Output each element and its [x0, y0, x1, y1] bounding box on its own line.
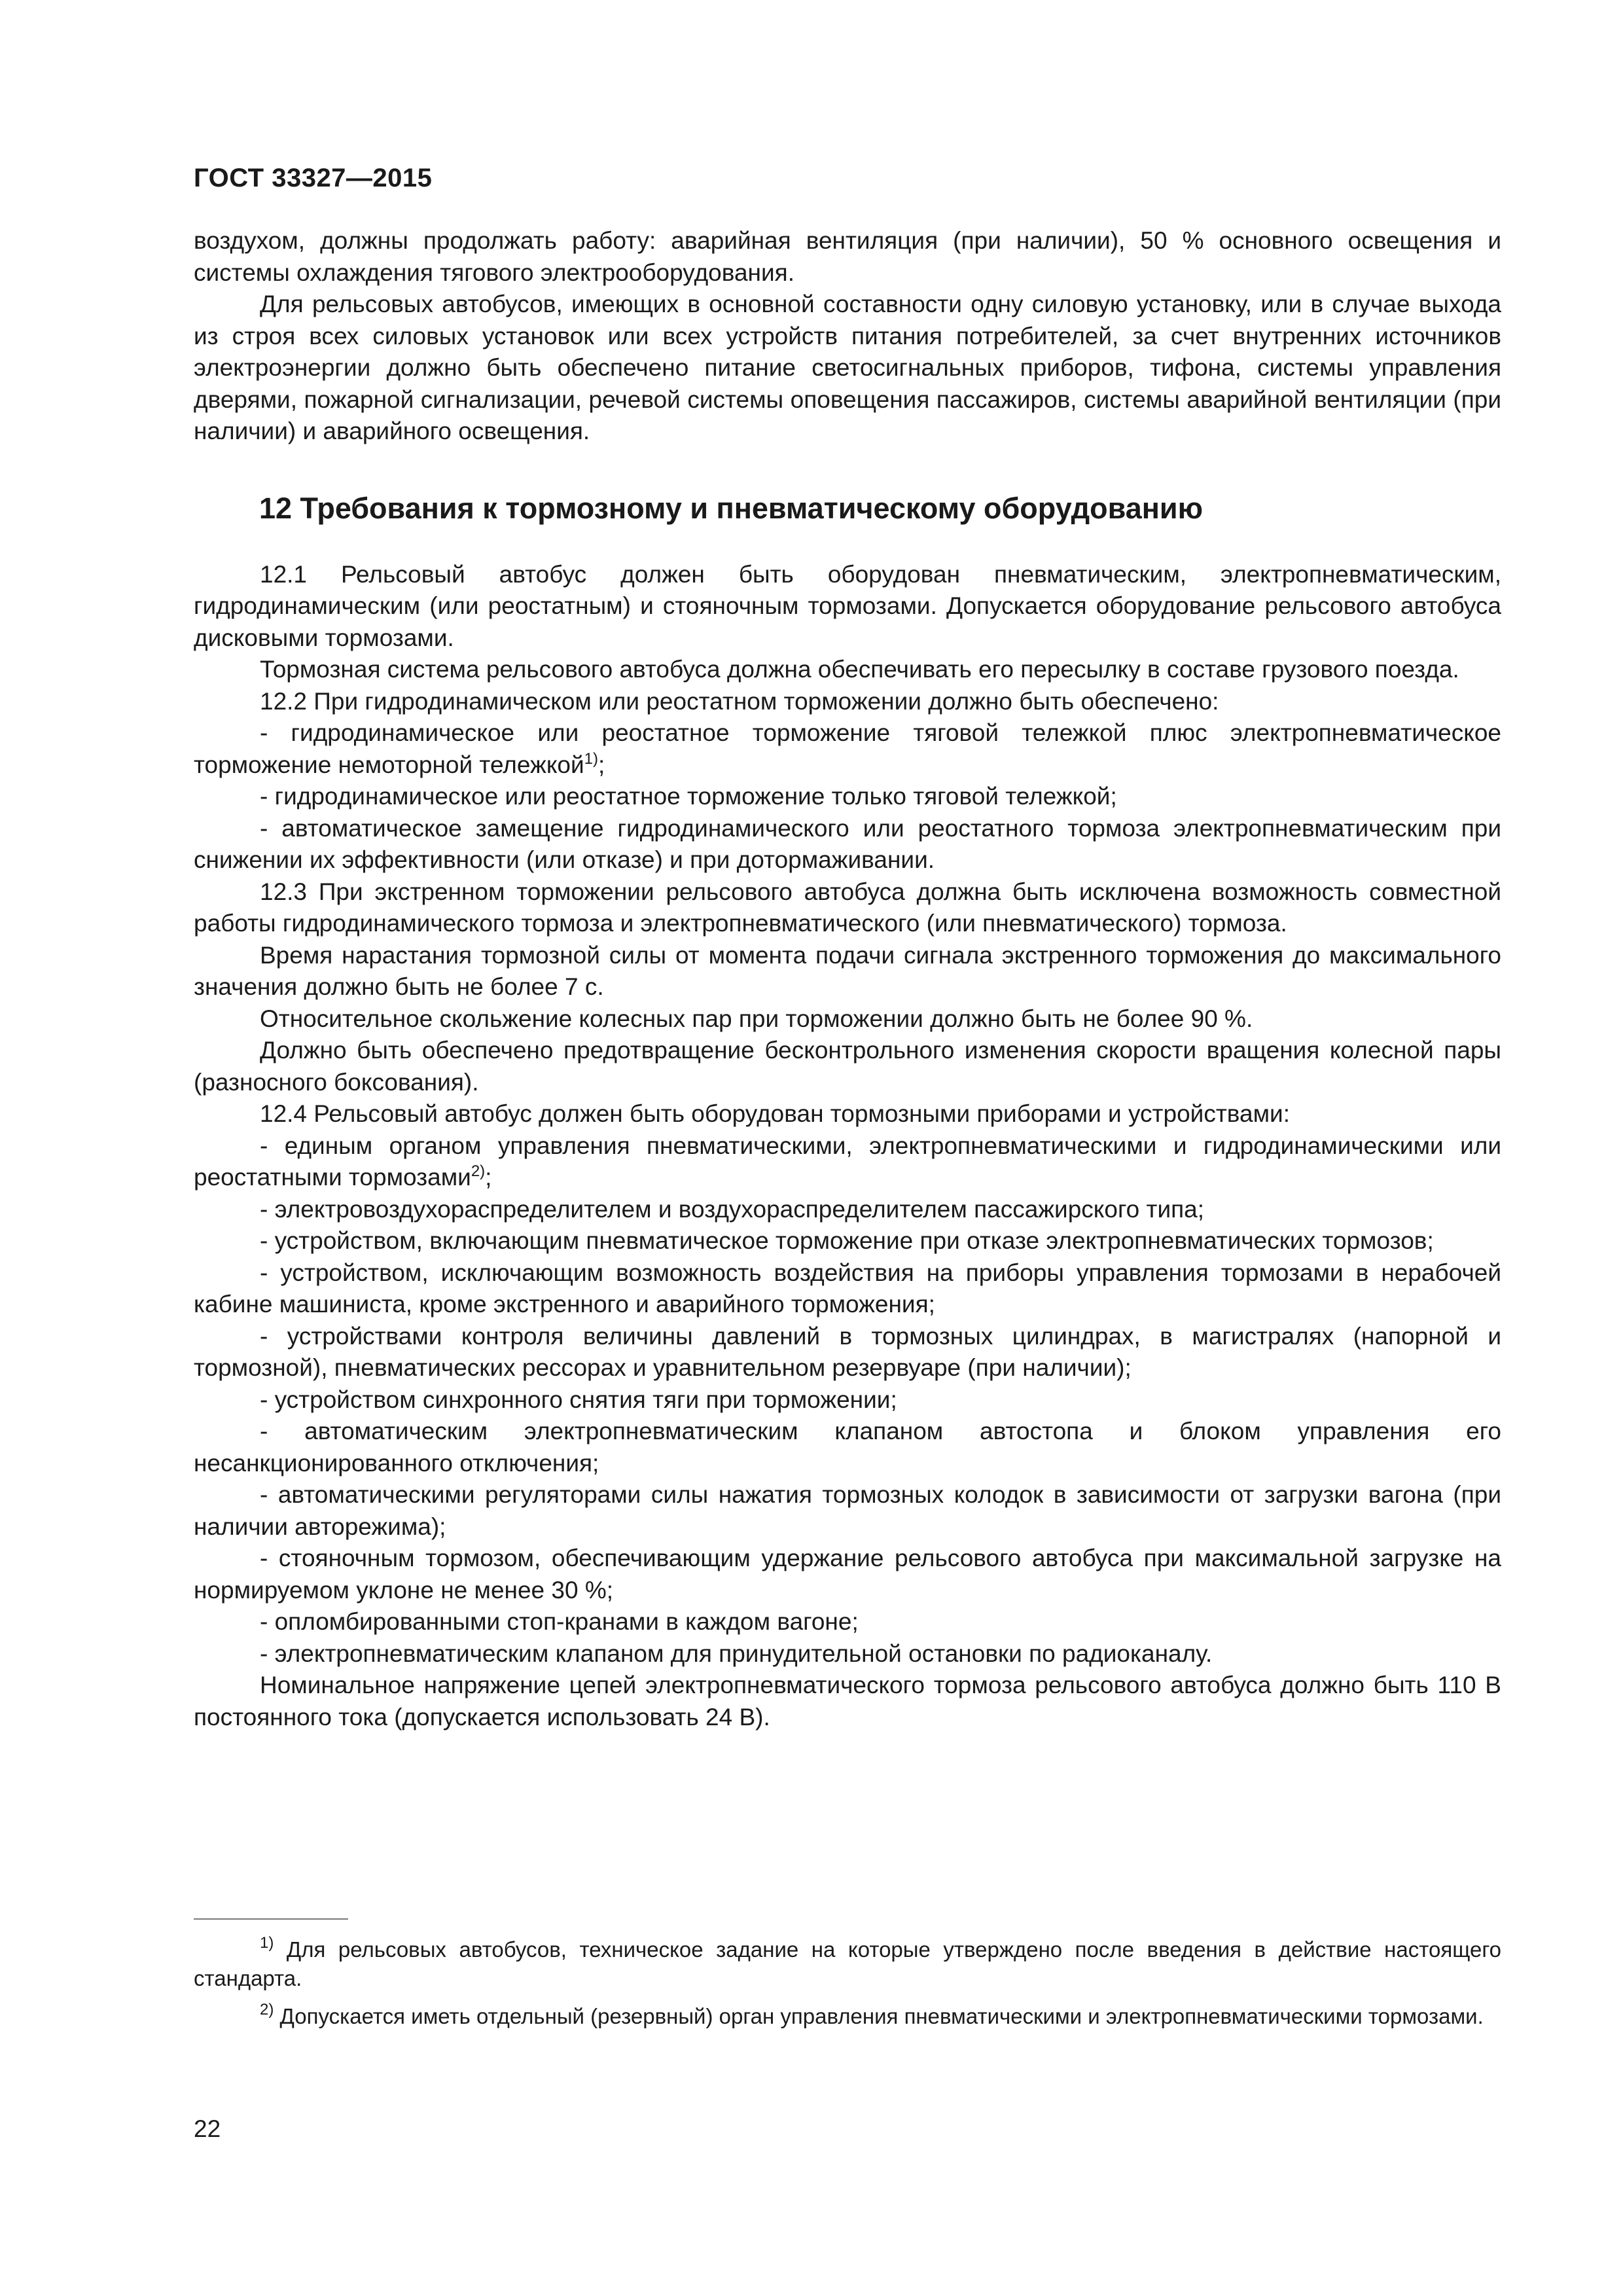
document-code-header: ГОСТ 33327—2015: [194, 164, 433, 192]
list-item: - устройством, исключающим возможность воздействия на приборы управления тормозами в нерабочей кабине машиниста, кроме экстренного и аварийного торможения;: [194, 1259, 1501, 1318]
paragraph-continuation: воздухом, должны продолжать работу: аварийная вентиляция (при наличии), 50 % основного освещения и системы охлаждения тягового электрооборудования.: [194, 227, 1501, 286]
footnote-text: Допускается иметь отдельный (резервный) орган управления пневматическими и электропневматическими тормозами.: [274, 2004, 1484, 2028]
list-item: [194, 1130, 1501, 1194]
footnote-2: [194, 2002, 1501, 2031]
list-item: - устройством синхронного снятия тяги при торможении;: [260, 1386, 897, 1413]
list-item: - электровоздухораспределителем и воздухораспределителем пассажирского типа;: [260, 1195, 1204, 1223]
list-item: - автоматическое замещение гидродинамического или реостатного тормоза электропневматическим при снижении их эффективности (или отказе) и при дотормаживании.: [194, 814, 1501, 873]
footnote-divider: [194, 1918, 348, 1920]
main-text: [194, 225, 1501, 1733]
footnote-text: Для рельсовых автобусов, техническое задание на которые утверждено после введения в действие настоящего стандарта.: [194, 1937, 1501, 1990]
page-number: 22: [194, 2115, 221, 2142]
list-item-end: ;: [485, 1164, 492, 1191]
list-item: - устройством, включающим пневматическое торможение при отказе электропневматических тормозов;: [260, 1227, 1434, 1254]
footnote-reference: 1): [584, 749, 599, 768]
clause-12-2: 12.2 При гидродинамическом или реостатном торможении должно быть обеспечено:: [260, 687, 1219, 715]
footnotes: [194, 1935, 1501, 2040]
footnote-1: [194, 1935, 1501, 1993]
list-item: - стояночным тормозом, обеспечивающим удержание рельсового автобуса при максимальной загрузке на нормируемом уклоне не менее 30 %;: [194, 1545, 1501, 1604]
list-item: - гидродинамическое или реостатное торможение только тяговой тележкой;: [260, 783, 1117, 810]
list-item: - автоматическим электропневматическим клапаном автостопа и блоком управления его несанкционированного отключения;: [194, 1418, 1501, 1477]
paragraph: Относительное скольжение колесных пар при торможении должно быть не более 90 %.: [260, 1005, 1253, 1032]
clause-12-1: 12.1 Рельсовый автобус должен быть оборудован пневматическим, электропневматическим, гидродинамическим (или реостатным) и стояночным тормозами. Допускается оборудование рельсового автобуса дисковыми тормозами.: [194, 560, 1501, 651]
paragraph: Номинальное напряжение цепей электропневматического тормоза рельсового автобуса должно быть 110 В постоянного тока (допускается использовать 24 В).: [194, 1672, 1501, 1731]
paragraph: Для рельсовых автобусов, имеющих в основной составности одну силовую установку, или в случае выхода из строя всех силовых установок или всех устройств питания потребителей, за счет внутренних источников электроэнергии должно быть обеспечено питание светосигнальных приборов, тифона, системы управления дверями, пожарной сигнализации, речевой системы оповещения пассажиров, системы аварийной вентиляции (при наличии) и аварийного освещения.: [194, 291, 1501, 444]
footnote-reference: 2): [471, 1162, 486, 1180]
paragraph: Должно быть обеспечено предотвращение бесконтрольного изменения скорости вращения колесной пары (разносного боксования).: [194, 1037, 1501, 1096]
list-item: - опломбированными стоп-кранами в каждом вагоне;: [260, 1608, 859, 1635]
footnote-mark: 1): [260, 1934, 274, 1952]
list-item-text: - гидродинамическое или реостатное торможение тяговой тележкой плюс электропневматическое торможение немоторной тележкой: [194, 719, 1501, 778]
list-item: - автоматическими регуляторами силы нажатия тормозных колодок в зависимости от загрузки вагона (при наличии авторежима);: [194, 1481, 1501, 1540]
clause-12-3: 12.3 При экстренном торможении рельсового автобуса должна быть исключена возможность совместной работы гидродинамического тормоза и электропневматического (или пневматического) тормоза.: [194, 878, 1501, 937]
list-item-end: ;: [598, 751, 605, 778]
paragraph: Время нарастания тормозной силы от момента подачи сигнала экстренного торможения до максимального значения должно быть не более 7 с.: [194, 941, 1501, 1000]
footnote-mark: 2): [260, 2001, 274, 2018]
clause-12-4: 12.4 Рельсовый автобус должен быть оборудован тормозными приборами и устройствами:: [260, 1100, 1290, 1127]
list-item: [194, 717, 1501, 781]
list-item-text: - единым органом управления пневматическими, электропневматическими и гидродинамическими или реостатными тормозами: [194, 1132, 1501, 1191]
paragraph: Тормозная система рельсового автобуса должна обеспечивать его пересылку в составе грузового поезда.: [260, 656, 1459, 683]
list-item: - электропневматическим клапаном для принудительной остановки по радиоканалу.: [260, 1640, 1213, 1667]
section-heading: 12 Требования к тормозному и пневматическому оборудованию: [259, 491, 1204, 525]
list-item: - устройствами контроля величины давлений в тормозных цилиндрах, в магистралях (напорной и тормозной), пневматических рессорах и уравнительном резервуаре (при наличии);: [194, 1322, 1501, 1381]
